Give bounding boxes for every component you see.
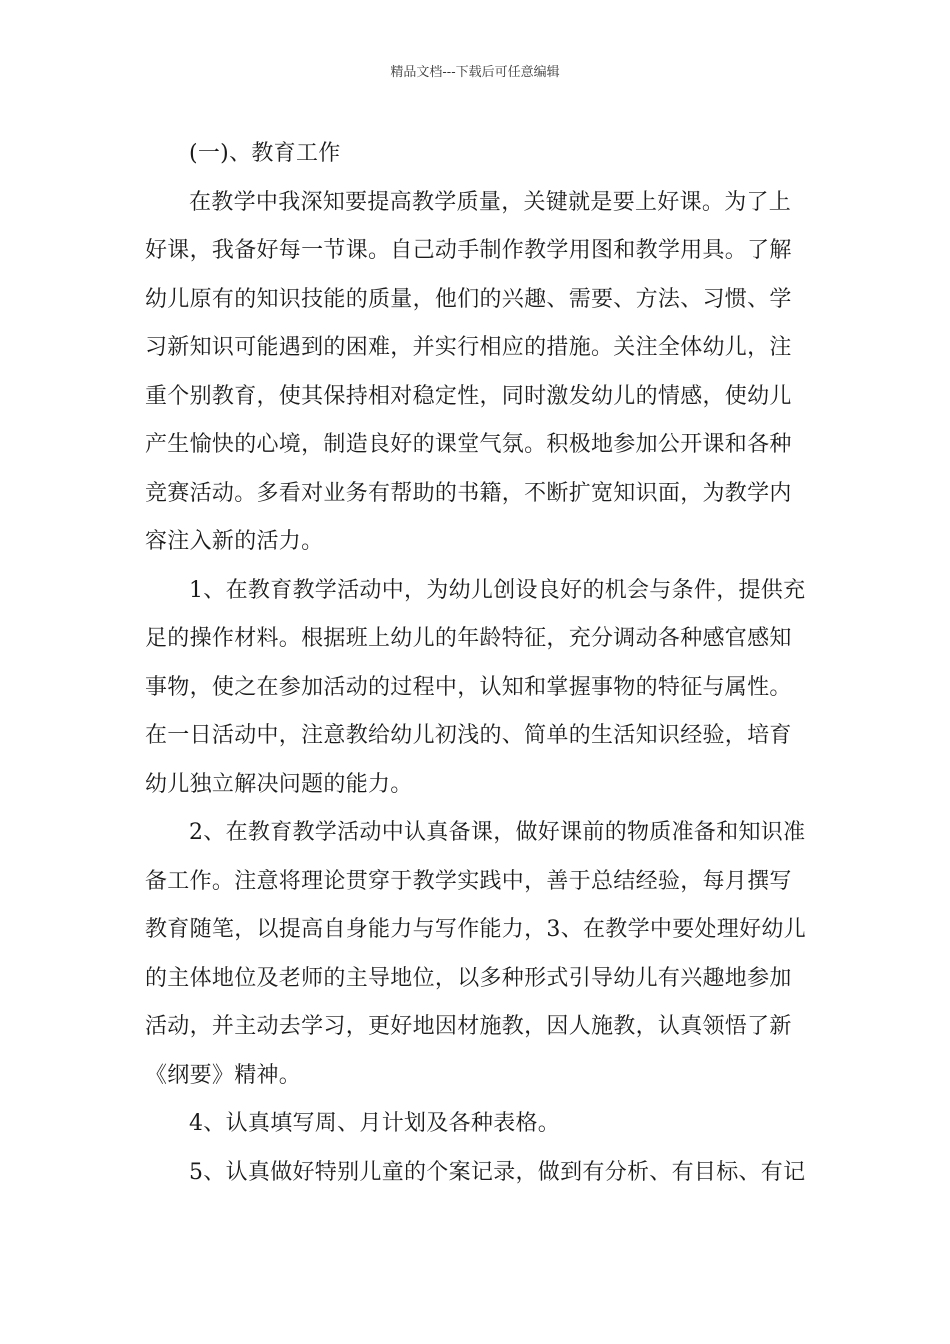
text-line: 容注入新的活力。 — [145, 529, 324, 554]
text-line: 的主体地位及老师的主导地位，以多种形式引导幼儿有兴趣地参加 — [145, 965, 792, 991]
paragraph-item-2 — [145, 809, 807, 1100]
text-line: 幼儿原有的知识技能的质量，他们的兴趣、需要、方法、习惯、学 — [145, 286, 792, 312]
paragraph-teaching-quality — [145, 179, 807, 567]
text-line: 《纲要》精神。 — [145, 1062, 302, 1088]
text-line: 事物，使之在参加活动的过程中，认知和掌握事物的特征与属性。 — [145, 674, 792, 700]
text-line: 活动，并主动去学习，更好地因材施教，因人施教，认真领悟了新 — [145, 1014, 792, 1039]
text-line: 幼儿独立解决问题的能力。 — [145, 771, 413, 797]
text-line: 备工作。注意将理论贯穿于教学实践中，善于总结经验，每月撰写 — [145, 868, 792, 894]
text-line: 4、认真填写周、月计划及各种表格。 — [189, 1111, 561, 1136]
text-line: 好课，我备好每一节课。自己动手制作教学用图和教学用具。了解 — [145, 238, 792, 263]
text-line: 习新知识可能遇到的困难，并实行相应的措施。关注全体幼儿，注 — [145, 335, 792, 360]
header-title: 精品文档---下载后可任意编辑 — [390, 65, 560, 80]
text-line: 足的操作材料。根据班上幼儿的年龄特征，充分调动各种感官感知 — [145, 626, 792, 651]
document-body — [145, 130, 807, 1197]
text-line: 竞赛活动。多看对业务有帮助的书籍，不断扩宽知识面，为教学内 — [145, 480, 792, 506]
text-line: 1、在教育教学活动中，为幼儿创设良好的机会与条件，提供充 — [189, 577, 806, 603]
text-line: 产生愉快的心境，制造良好的课堂气氛。积极地参加公开课和各种 — [145, 432, 792, 457]
text-line: 5、认真做好特别儿童的个案记录，做到有分析、有目标、有记 — [189, 1159, 806, 1185]
text-line: (一)、教育工作 — [189, 141, 341, 166]
text-line: 在教学中我深知要提高教学质量，关键就是要上好课。为了上 — [189, 189, 792, 215]
text-line: 重个别教育，使其保持相对稳定性，同时激发幼儿的情感，使幼儿 — [145, 383, 792, 409]
page-header — [0, 64, 950, 82]
paragraph-item-4 — [145, 1100, 807, 1149]
text-line: 教育随笔，以提高自身能力与写作能力，3、在教学中要处理好幼儿 — [145, 917, 806, 942]
paragraph-item-1 — [145, 567, 807, 810]
paragraph-item-5 — [145, 1149, 807, 1198]
text-line: 在一日活动中，注意教给幼儿初浅的、简单的生活知识经验，培育 — [145, 723, 792, 748]
section-heading — [145, 130, 807, 179]
text-line: 2、在教育教学活动中认真备课，做好课前的物质准备和知识准 — [189, 820, 806, 845]
